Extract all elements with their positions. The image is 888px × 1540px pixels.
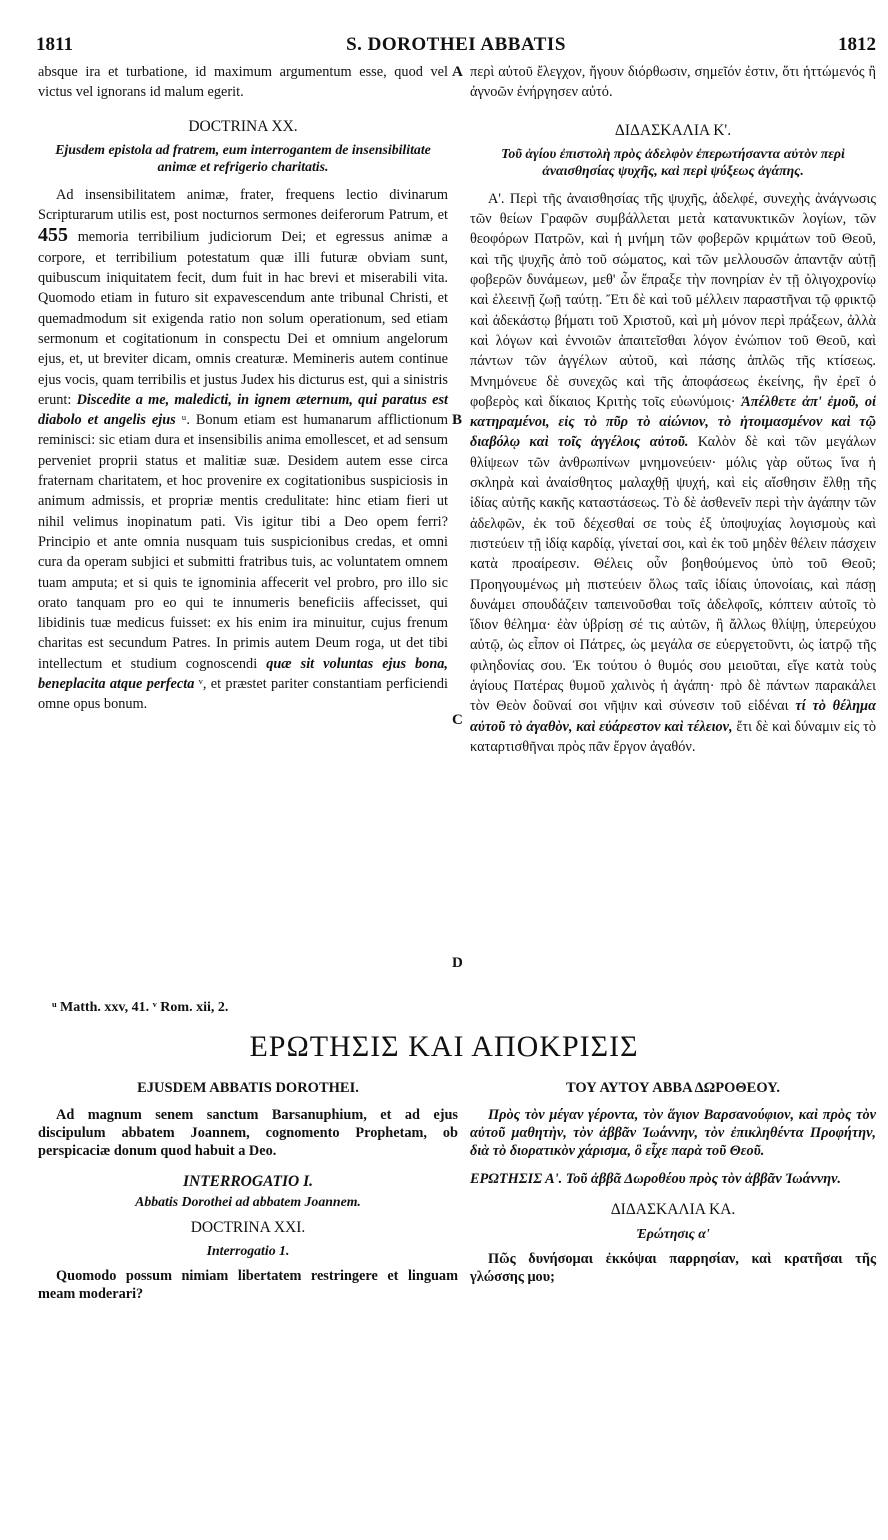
doctrina-xxi-heading: DOCTRINA XXI.	[190, 1218, 306, 1236]
didaskalia-k-scripture-quote-2: τί τὸ θέλημα αὐτοῦ τὸ ἀγαθὸν, καὶ εὐάρεστον καὶ τέλειον,	[470, 698, 876, 735]
latin-intro: absque ira et turbatione, id maximum argumentum esse, quod vel victus vel ignorans id malum egerit.	[38, 64, 448, 101]
didaskalia-k-scripture-quote: Ἀπέλθετε ἀπ' ἐμοῦ, οἱ κατηραμένοι, εἰς τὸ πῦρ τὸ αἰώνιον, τὸ ἡτοιμασμένον καὶ τῷ διαβόλῳ καὶ τοῖς ἀγγέλοις αὐτοῦ.	[470, 393, 876, 451]
didaskalia-k-body-part3: ἔτι δὲ καὶ δύναμιν εἰς τὸ καταρτισθῆναι πρὸς πᾶν ἔργον ἀγαθόν.	[470, 718, 876, 755]
running-header	[36, 34, 876, 58]
didaskalia-k-body-part1: Α'. Περὶ τῆς ἀναισθησίας τῆς ψυχῆς, ἀδελφέ, συνεχὴς ἀνάγνωσις τῶν θείων Γραφῶν συμβάλλεται μετὰ κατανυκτικῶν λογίων, τῶν θεοφόρων Πατρῶν, καὶ ἡ μνήμη τῶν φοβερῶν κριμάτων τοῦ Θεοῦ, καὶ τῆς ψυχῆς ἀπὸ τοῦ σώματος, καὶ τῶν μελλουσῶν ἀπαντᾷν αὐτῇ φοβερῶν δυνάμεων, μεθ' ὧν ἔπραξε τὴν πονηρίαν ἐν τῇ ὀλιγοχρονίῳ καὶ ἐλεεινῇ ζωῇ ταύτῃ. Ἔτι δὲ καὶ τοῦ μέλλειν παραστῆναι τῷ φρικτῷ καὶ ἀδεκάστῳ βήματι τοῦ Χριστοῦ, καὶ μὴ μόνον περὶ πράξεων, ἀλλὰ καὶ λόγων καὶ ἐννοιῶν ἀπαιτεῖσθαι λόγον ἐνώπιον τοῦ Θεοῦ, καὶ πάντων τῶν ἀγγέλων αὐτοῦ, καὶ πάσης ἁπλῶς τῆς κτίσεως. Μνημόνευε δὲ συνεχῶς καὶ τῆς ἀποφάσεως ἐκείνης, ἣν ἐρεῖ ὁ φοβερὸς καὶ δίκαιος Κριτὴς τοῖς εὐωνύμοις·	[470, 190, 876, 410]
page-number-right: 1812	[838, 34, 876, 55]
latin-column	[38, 62, 448, 715]
doctrina-xx-body-part4: ᵛ, et præstet pariter constantiam perficiendi omne opus bonum.	[38, 676, 448, 713]
running-title: S. DOROTHEI ABBATIS	[346, 34, 566, 55]
page-number-left: 1811	[36, 34, 73, 55]
greek-question: Πῶς δυνήσομαι ἐκκόψαι παρρησίαν, καὶ κρατῆσαι τῆς γλώσσης μου;	[470, 1250, 876, 1285]
didaskalia-ka-heading: ΔΙΔΑΣΚΑΛΙΑ ΚΑ.	[610, 1201, 736, 1219]
didaskalia-k-body-part2: Καλὸν δὲ καὶ τῶν μεγάλων θλίψεων τῶν ἀνθρωπίνων μνημονεύειν· μόλις γὰρ οὕτως ἵνα ἡ σκληρὰ καὶ ἀναίσθητος μαλαχθῇ ψυχή, καὶ εἰς αἴσθησιν ἔλθῃ τῆς ἰδίας αὐτῆς κακῆς καταστάσεως. Τὸ δὲ ἀσθενεῖν περὶ τὴν ἀγάπην τῶν ἀδελφῶν, ἐκ τοῦ δέχεσθαί σε τοὺς ἐξ ὑποψυχίας λογισμοὺς καὶ πιστεύειν τῇ ἰδίᾳ καρδίᾳ, γίνεταί σοι, καὶ ἐκ τοῦ μηδὲν θέλειν πάσχειν κατὰ προαίρεσιν. Θέλεις οὖν βοηθούμενος ὑπὸ τοῦ Θεοῦ; Προηγουμένως μὴ πιστεύειν ὅλως ταῖς ἰδίαις ὑπονοίαις, καὶ πάσῃ δυνάμει σπουδάζειν ταπεινοῦσθαι τοῖς ἀδελφοῖς, κόπτειν αὐτοῖς τὸ ἴδιον θέλημα· ἐὰν ὑβρίσῃ σέ τις αὐτῶν, ἢ ἄλλως θλίψῃ, ὑπερεύχου αὐτῷ, ὡς εἶπον οἱ Πάτρες, ὡς μεγάλα σε εὐεργετοῦντι, ὡς ἰατρῷ τῆς φιληδονίας σου. Ἐκ τούτου ὁ θυμός σου μειοῦται, εἴγε κατὰ τοὺς ἁγίους Πατέρας θυμοῦ χαλινὸς ἡ ἀγάπη· πρὸ δὲ πάντων παρακάλει τὸν Θεὸν δοῦναί σοι νῆψιν καὶ σύνεσιν τοῦ εἰδέναι	[470, 434, 876, 715]
interrogatio-heading: INTERROGATIO I.	[182, 1173, 314, 1191]
footnotes: ᵘ Matth. xxv, 41. ᵛ Rom. xii, 2.	[52, 1000, 229, 1015]
erotesis-a	[470, 1170, 876, 1188]
greek-column	[470, 62, 876, 757]
latin-lower-column	[38, 1078, 458, 1303]
erotesis-a-heading: ΕΡΩΤΗΣΙΣ Α'.	[470, 1171, 563, 1188]
greek-lower-column	[470, 1078, 876, 1286]
greek-lower-intro: Πρὸς τὸν μέγαν γέροντα, τὸν ἅγιον Βαρσανούφιον, καὶ πρὸς τὸν αὐτοῦ μαθητὴν, τὸν ἀββᾶν Ἰωάννην, τὸν ἐπικληθέντα Προφήτην, διὰ τὸ διορατικὸν χάρισμα, ὃ εἶχε παρὰ τοῦ Θεοῦ.	[470, 1107, 876, 1160]
latin-question: Quomodo possum nimiam libertatem restringere et linguam meam moderari?	[38, 1267, 458, 1302]
greek-lower-heading: ΤΟΥ ΑΥΤΟΥ ΑΒΒΑ ΔΩΡΟΘΕΟΥ.	[565, 1080, 781, 1096]
doctrina-xx-body-part1: Ad insensibilitatem animæ, frater, frequens lectio divinarum Scripturarum utilis est, post nocturnos sermones deiferorum Patrum, et	[38, 186, 448, 224]
didaskalia-ka-subtitle: Ἐρώτησις α'	[636, 1225, 710, 1241]
section-title: ΕΡΩΤΗΣΙΣ ΚΑΙ ΑΠΟΚΡΙΣΙΣ	[249, 1030, 639, 1063]
erotesis-a-subtitle: Τοῦ ἀββᾶ Δωροθέου πρὸς τὸν ἀββᾶν Ἰωάννην.	[565, 1171, 841, 1188]
doctrina-xx-body-part3: ᵘ. Bonum etiam est humanarum afflictionum reminisci: sic etiam dura et insensibilis anima emollescet, et ad sensum perveniet proprii status et malitiæ suæ. Desidem autem esse circa fraternam charitatem, et hoc provenire ex cogitationibus suspiciosis in animum admissis, et propriæ mentis credulitate: hinc etiam fieri ut nihil velimus inopinatum pati. Vis igitur tibi a Deo opem ferri? Principio et ante omnia nusquam tuis suspicionibus credas, et omni cura da operam subjici et submitti fratribus tuis, ac voluntatem omnem tuam amputa; et si quis te ignominia affecerit vel probro, pro illo sic orato tanquam pro eo qui te innumeris beneficiis affecisset, qui libidinis tuæ medicus fuisset: ex his enim ira minuitur, cujus frenum charitas est secundum Patres. In primis autem Deum roga, ut det tibi intellectum et studium cognoscendi	[38, 412, 448, 672]
margin-letter-d: D	[452, 955, 463, 971]
latin-lower-intro: Ad magnum senem sanctum Barsanuphium, et ad ejus discipulum abbatem Joannem, cognomento Prophetam, ob perspicaciæ donum quod habuit a Deo.	[38, 1107, 458, 1160]
margin-letter-a: A	[452, 64, 463, 80]
margin-letter-c: C	[452, 712, 463, 728]
didaskalia-k-heading: ΔΙΔΑΣΚΑΛΙΑ Κ'.	[614, 121, 732, 139]
margin-letter-b: B	[452, 412, 463, 428]
column-number: 455	[38, 224, 68, 247]
doctrina-xx-heading: DOCTRINA XX.	[188, 117, 298, 135]
doctrina-xx-scripture-quote-2: quæ sit voluntas ejus bona, beneplacita atque perfecta	[38, 655, 449, 693]
doctrina-xxi-subtitle: Interrogatio 1.	[206, 1242, 290, 1258]
latin-lower-heading: EJUSDEM ABBATIS DOROTHEI.	[137, 1080, 359, 1096]
didaskalia-k-subtitle: Τοῦ ἁγίου ἐπιστολὴ πρὸς ἀδελφὸν ἐπερωτήσαντα αὐτὸν περὶ ἀναισθησίας ψυχῆς, καὶ περὶ ψύξεως ἀγάπης.	[501, 145, 845, 178]
doctrina-xx-body-part2: memoria terribilium judiciorum Dei; et egressus animæ a corpore, et terribilium potestatum quæ illi futuræ obviam sunt, quibuscum iniquitatem fecit, dum fuit in hac brevi et miserabili vita. Quomodo etiam in futuro sit expavescendum ante tribunal Christi, et quemadmodum sit exigenda ratio non solum operationum, sed etiam sermonum et cogitationum in conspectu Dei et omnium angelorum ejus, et, ut breviter dicam, omnis creaturæ. Memineris autem continue ejus vocis, quam terribilis et justus Judex his dicturus est, qui a sinistris erunt:	[38, 229, 448, 408]
doctrina-xx-subtitle: Ejusdem epistola ad fratrem, eum interrogantem de insensibilitate animæ et refrigerio charitatis.	[55, 141, 431, 174]
didaskalia-k-body	[470, 189, 876, 757]
doctrina-xx-body	[38, 185, 448, 715]
greek-intro: περὶ αὐτοῦ ἔλεγχον, ἤγουν διόρθωσιν, σημεῖόν ἐστιν, ὅτι ἡττώμενός ἢ ἀγνοῶν ἐνήργησεν αὐτό.	[470, 64, 876, 101]
doctrina-xx-scripture-quote: Discedite a me, maledicti, in ignem æternum, qui paratus est diabolo et angelis ejus	[38, 391, 448, 429]
interrogatio-subtitle: Abbatis Dorothei ad abbatem Joannem.	[135, 1193, 361, 1209]
